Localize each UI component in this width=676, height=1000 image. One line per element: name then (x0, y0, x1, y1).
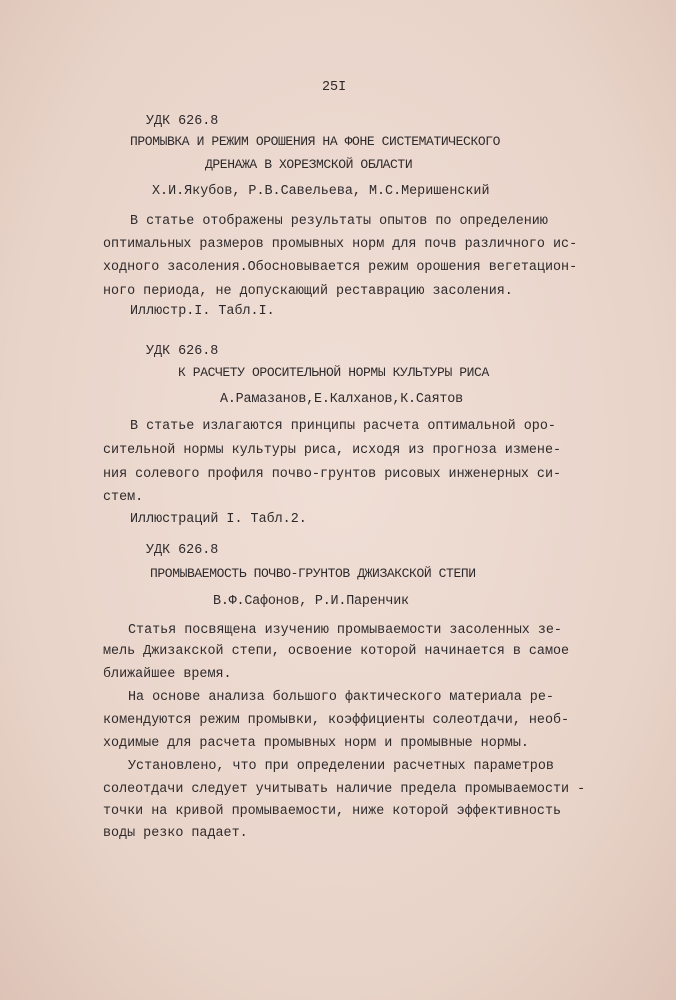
body-line: воды резко падает. (103, 826, 248, 841)
article-title: ДРЕНАЖА В ХОРЕЗМСКОЙ ОБЛАСТИ (205, 157, 413, 172)
body-line: мель Джизакской степи, освоение которой начинается в самое (103, 644, 570, 659)
page-number: 25I (322, 80, 347, 95)
article-authors: В.Ф.Сафонов, Р.И.Паренчик (213, 594, 409, 609)
body-line: В статье излагаются принципы расчета оптимальной оро- (130, 419, 556, 434)
article-title: ПРОМЫВАЕМОСТЬ ПОЧВО-ГРУНТОВ ДЖИЗАКСКОЙ СТЕПИ (150, 566, 476, 581)
article-title: К РАСЧЕТУ ОРОСИТЕЛЬНОЙ НОРМЫ КУЛЬТУРЫ РИСА (178, 365, 489, 380)
body-line: ближайшее время. (103, 667, 232, 682)
article-authors: Х.И.Якубов, Р.В.Савельева, М.С.Меришенский (152, 184, 490, 199)
body-line: ного периода, не допускающий реставрацию засоления. (103, 284, 513, 299)
article-authors: А.Рамазанов,Е.Калханов,К.Саятов (220, 392, 463, 407)
udk-code: УДК 626.8 (146, 344, 219, 359)
body-line: На основе анализа большого фактического материала ре- (128, 690, 554, 705)
illustrations-note: Иллюстраций I. Табл.2. (130, 512, 307, 527)
udk-code: УДК 626.8 (146, 114, 219, 129)
body-line: сительной нормы культуры риса, исходя из прогноза измене- (103, 443, 562, 458)
body-line: Установлено, что при определении расчетных параметров (128, 759, 554, 774)
illustrations-note: Иллюстр.I. Табл.I. (130, 304, 275, 319)
body-line: точки на кривой промываемости, ниже которой эффективность (103, 804, 562, 819)
udk-code: УДК 626.8 (146, 543, 219, 558)
body-line: оптимальных размеров промывных норм для почв различного ис- (103, 237, 578, 252)
body-line: ния солевого профиля почво-грунтов рисовых инженерных си- (103, 467, 562, 482)
body-line: В статье отображены результаты опытов по определению (130, 214, 548, 229)
article-title: ПРОМЫВКА И РЕЖИМ ОРОШЕНИЯ НА ФОНЕ СИСТЕМАТИЧЕСКОГО (130, 134, 501, 149)
body-line: ходного засоления.Обосновывается режим орошения вегетацион- (103, 260, 578, 275)
body-line: Статья посвящена изучению промываемости засоленных зе- (128, 623, 562, 638)
body-line: солеотдачи следует учитывать наличие предела промываемости - (103, 782, 586, 797)
body-line: стем. (103, 490, 144, 505)
body-line: ходимые для расчета промывных норм и промывные нормы. (103, 736, 529, 751)
body-line: комендуются режим промывки, коэффициенты солеотдачи, необ- (103, 713, 570, 728)
